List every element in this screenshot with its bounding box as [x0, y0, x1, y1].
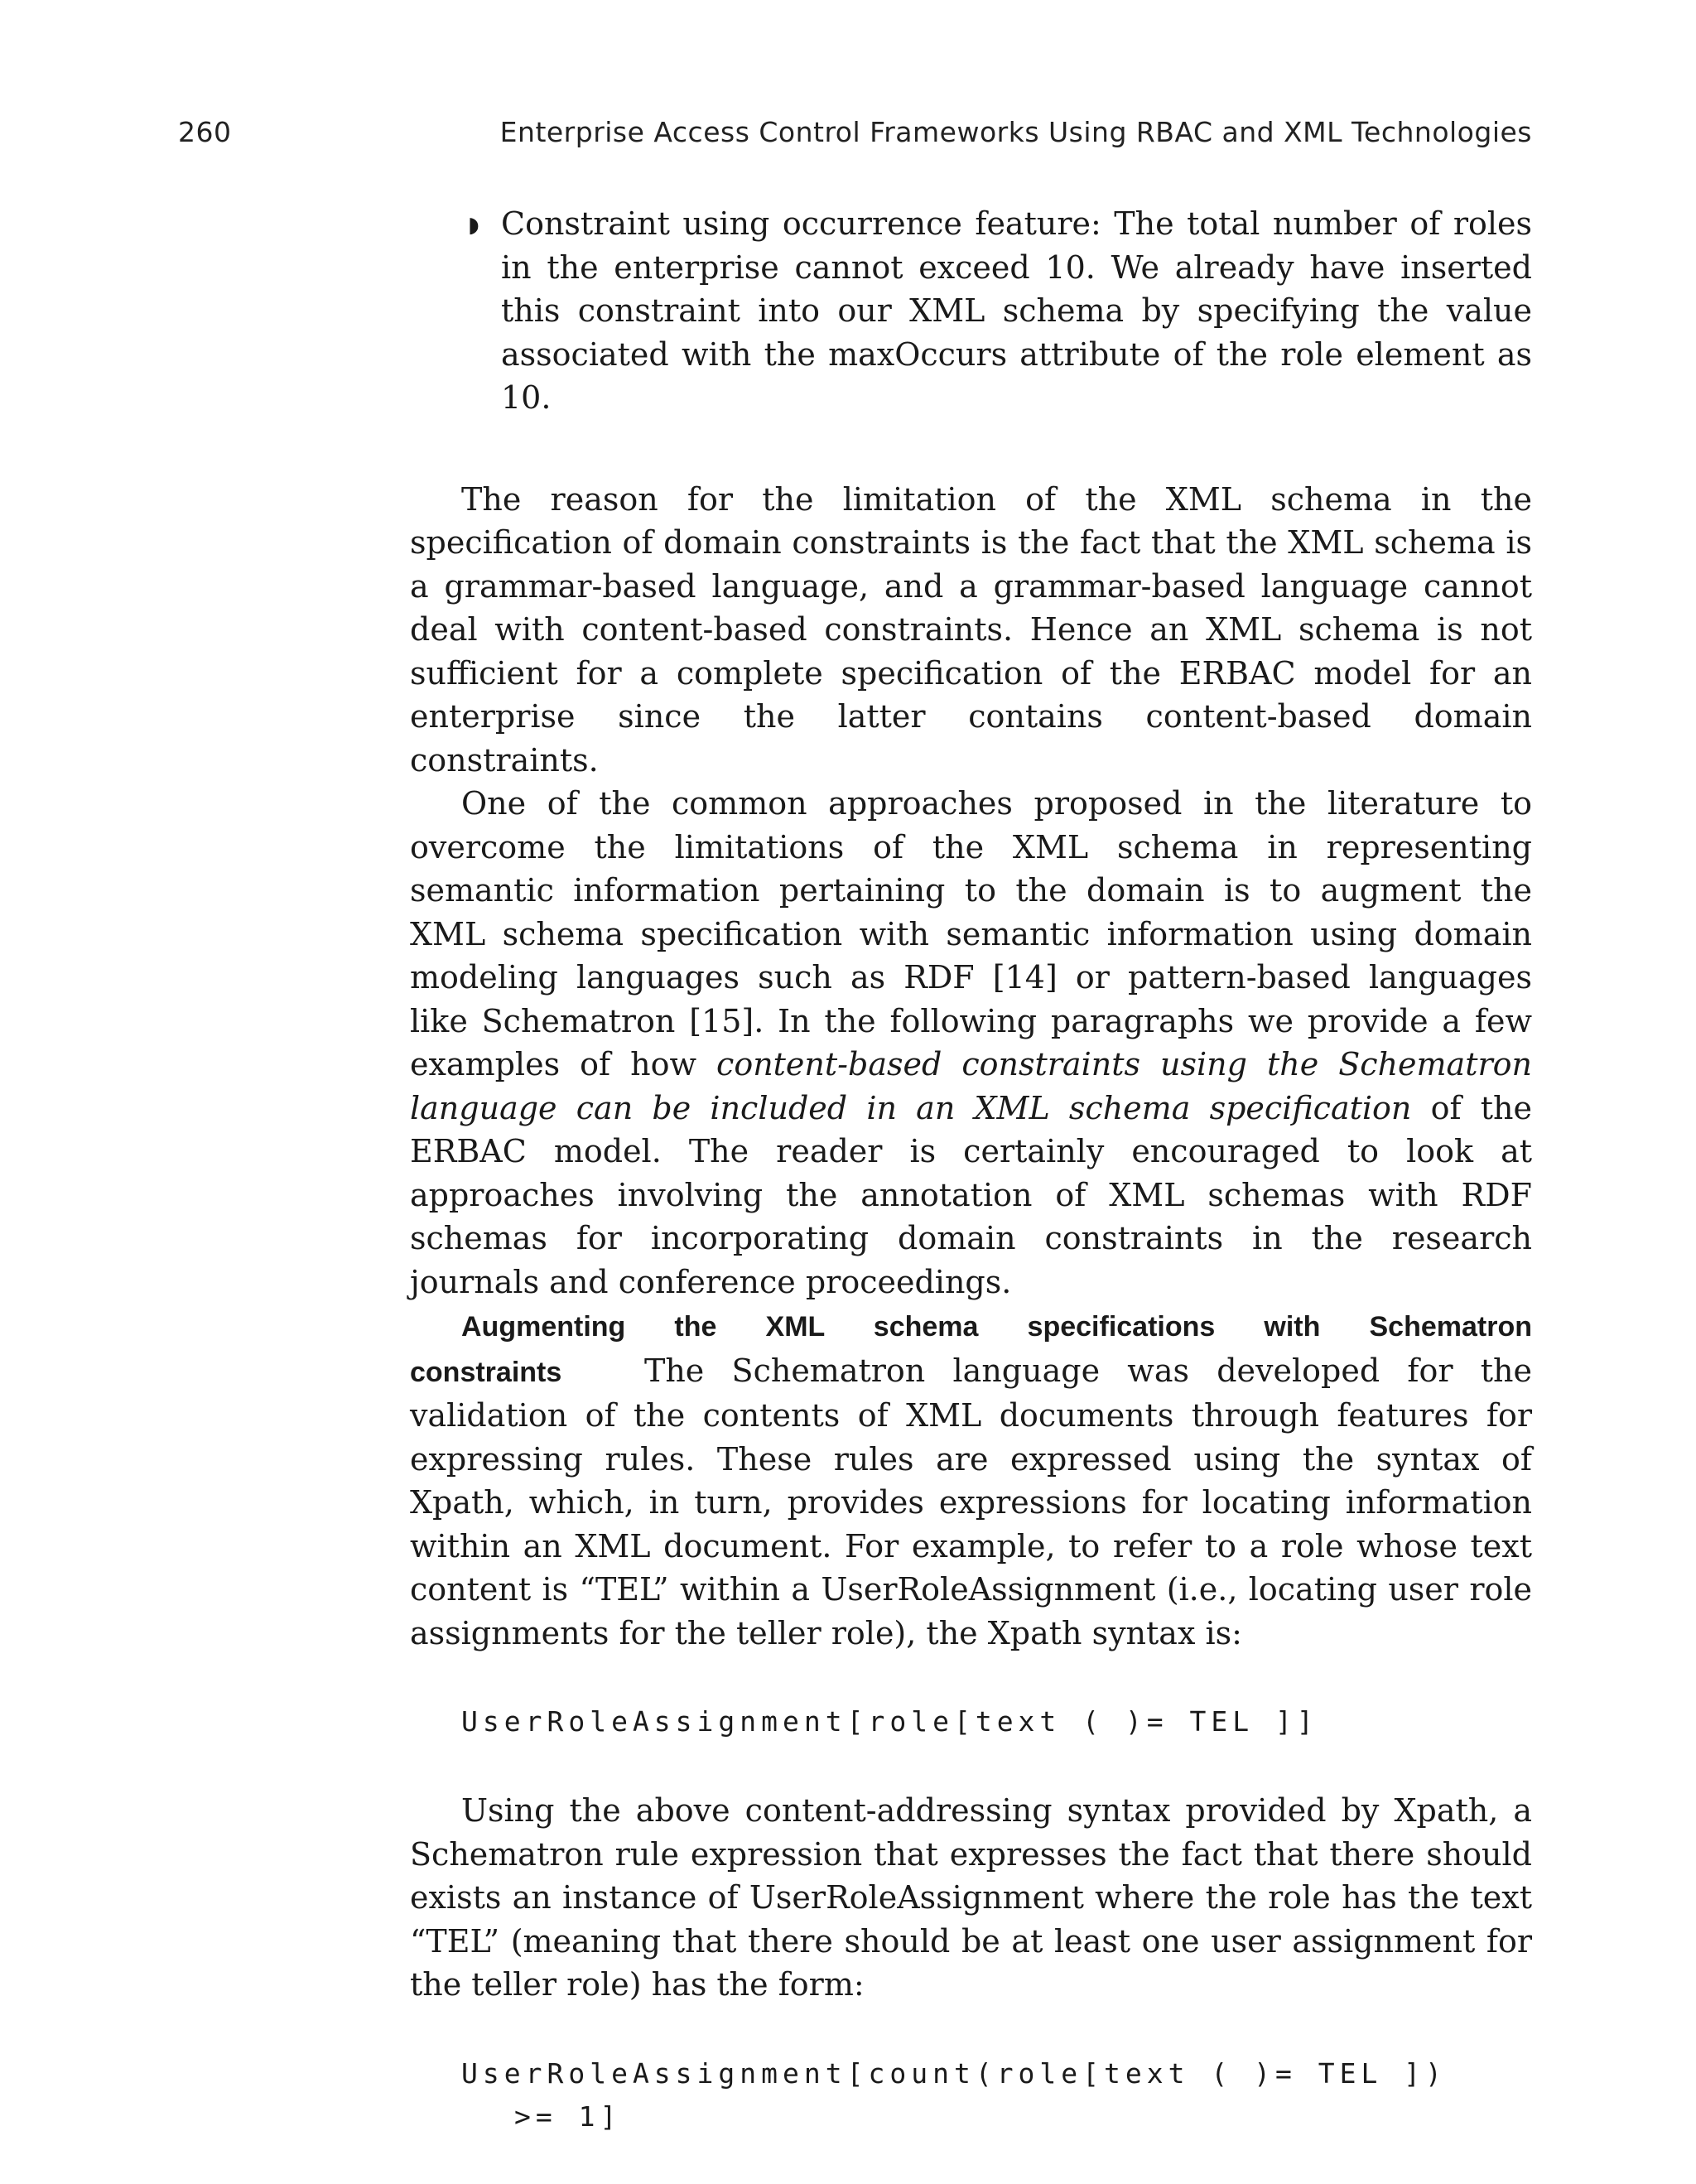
paragraph-limitation: The reason for the limitation of the XML schema in the specification of domain constraints is the fact that the XML schema is a grammar-based language, and a grammar-based language cannot deal with content-based constraints. Hence an XML schema is not sufficient for a complete specification of the ERBAC model for an enterprise since the latter contains content-based domain constraints.: [410, 480, 1532, 779]
page-number: 260: [178, 116, 232, 148]
code-block-rule: [461, 2052, 1532, 2138]
code-line: UserRoleAssignment[role[text ( )= TEL ]]: [461, 1705, 1318, 1738]
paragraph-approaches-end: of the ERBAC model. The reader is certainly encouraged to look at approaches involving the annotation of XML schemas with RDF schemas for incorporating domain constraints in the research journals and conference proceedings.: [410, 1089, 1532, 1300]
run-in-heading-tail: constraints: [410, 1356, 562, 1388]
code-block-xpath: [461, 1700, 1532, 1743]
paragraph-schematron-text: The Schematron language was developed for the validation of the contents of XML documents through features for expressing rules. These rules are expressed using the syntax of Xpath, which, in turn, provides expressions for locating information within an XML document. For example, to refer to a role whose text content is “TEL” within a UserRoleAssignment (i.e., locating user role assignments for the teller role), the Xpath syntax is:: [410, 1352, 1532, 1651]
code-line: >= 1]: [514, 2100, 622, 2133]
paragraph-approaches-text: One of the common approaches proposed in the literature to overcome the limitations of the XML schema in representing semantic information pertaining to the domain is to augment the XML schema specification with semantic information using domain modeling languages such as RDF [14] or pattern-based languages like Schematron [15]. In the following paragraphs we provide a few examples of how: [410, 785, 1532, 1082]
paragraph-rule-expression: Using the above content-addressing syntax provided by Xpath, a Schematron rule expression that expresses the fact that there should exists an instance of UserRoleAssignment where the role has the text “TEL” (meaning that there should be at least one user assignment for the teller role) has the form:: [410, 1792, 1532, 2003]
paragraph-approaches: [410, 782, 1532, 1304]
running-title: Enterprise Access Control Frameworks Using RBAC and XML Technologies: [499, 116, 1532, 148]
page-body: [410, 202, 1532, 2184]
bullet-text: Constraint using occurrence feature: The total number of roles in the enterprise cannot exceed 10. We already have inserted this constraint into our XML schema by specifying the value associated with the maxOccurs attribute of the role element as 10.: [501, 205, 1532, 416]
bullet-list-item: [468, 202, 1532, 420]
emphasized-phrase: content-based constraints using the Schematron language can be included in an XML schema specification: [410, 1046, 1533, 1126]
page-header: [178, 116, 1532, 156]
bullet-icon: ◗: [468, 213, 479, 238]
paragraph-schematron: [410, 1304, 1532, 1655]
code-line: UserRoleAssignment[count(role[text ( )= TEL ]): [461, 2056, 1447, 2090]
run-in-heading-text: Augmenting the XML schema specifications with Schematron: [461, 1311, 1532, 1343]
